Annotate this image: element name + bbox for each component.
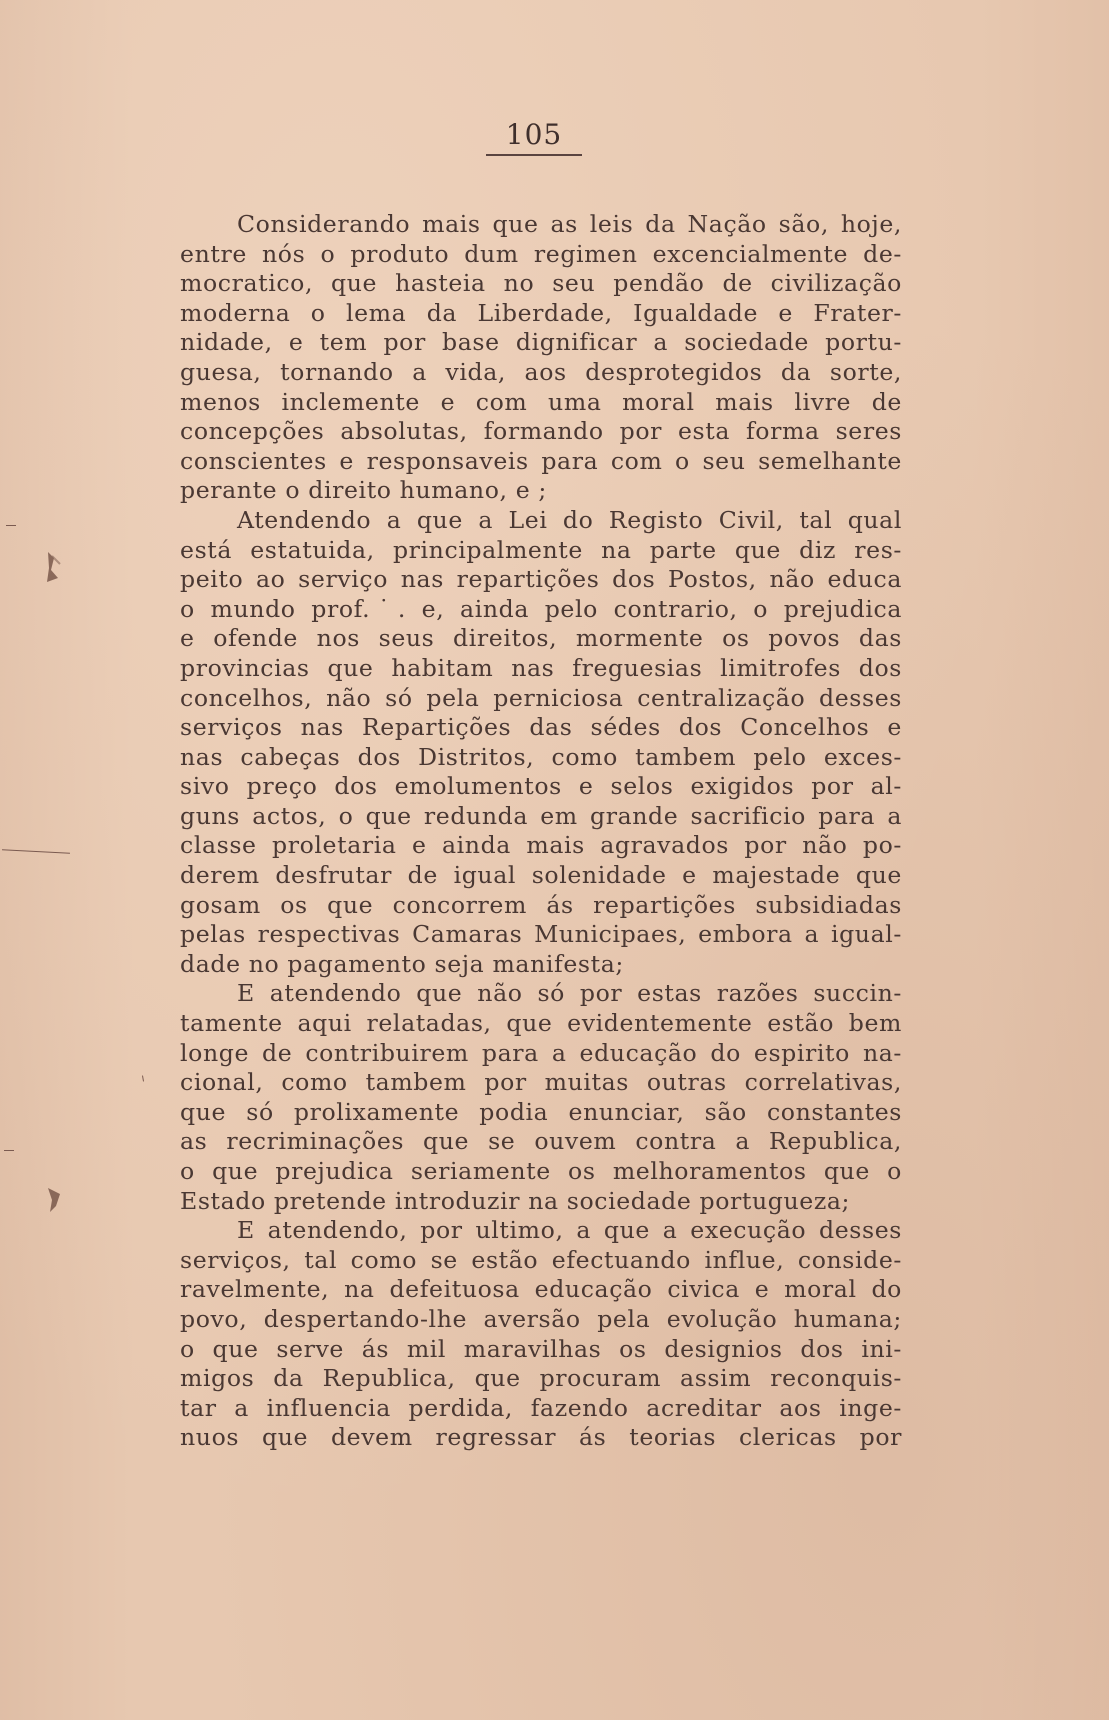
- text-line: está estatuida, principalmente na parte que diz res-: [180, 535, 902, 564]
- text-line: e ofende nos seus direitos, mormente os povos das: [180, 624, 902, 653]
- text-line: perante o direito humano, e ;: [180, 476, 547, 505]
- text-line: gosam os que concorrem ás repartições subsidiadas: [180, 890, 902, 919]
- text-line: provincias que habitam nas freguesias limitrofes dos: [180, 653, 902, 682]
- margin-mark-icon: [40, 1182, 70, 1216]
- text-line: povo, despertando-lhe aversão pela evolução humana;: [180, 1304, 902, 1333]
- text-line: o que prejudica seriamente os melhoramentos que o: [180, 1157, 902, 1185]
- text-line: classe proletaria e ainda mais agravados por não po-: [180, 831, 902, 860]
- text-line: que só prolixamente podia enunciar, são constantes: [180, 1097, 902, 1126]
- margin-dash: [6, 525, 16, 526]
- text-line: pelas respectivas Camaras Municipaes, embora a igual-: [180, 920, 902, 949]
- text-line: conscientes e responsaveis para com o seu semelhante: [180, 446, 902, 475]
- text-line: migos da Republica, que procuram assim reconquis-: [180, 1364, 902, 1393]
- text-line: Atendendo a que a Lei do Registo Civil, tal qual: [237, 505, 902, 534]
- page-number: 105: [505, 118, 563, 151]
- text-line: menos inclemente e com uma moral mais livre de: [180, 387, 902, 416]
- margin-dash: [142, 1075, 144, 1081]
- text-line: concepções absolutas, formando por esta forma seres: [180, 417, 902, 446]
- text-line: nidade, e tem por base dignificar a sociedade portu-: [180, 328, 902, 357]
- text-line: entre nós o produto dum regimen excencialmente de-: [180, 239, 902, 268]
- margin-dash: [2, 849, 70, 854]
- text-line: concelhos, não só pela perniciosa centralização desses: [180, 683, 902, 712]
- text-line: serviços, tal como se estão efectuando influe, conside-: [180, 1245, 902, 1274]
- margin-mark-icon: [38, 548, 68, 586]
- text-line: E atendendo que não só por estas razões succin-: [237, 979, 902, 1008]
- body-text: [180, 210, 902, 1453]
- text-line: nuos que devem regressar ás teorias clericas por: [180, 1423, 902, 1452]
- margin-dash: [4, 1150, 14, 1151]
- text-line: o mundo prof.˙. e, ainda pelo contrario, o prejudica: [180, 594, 902, 623]
- text-line: derem desfrutar de igual solenidade e majestade que: [180, 861, 902, 890]
- text-line: as recriminações que se ouvem contra a Republica,: [180, 1127, 902, 1156]
- text-line: moderna o lema da Liberdade, Igualdade e Frater-: [180, 298, 902, 327]
- text-line: longe de contribuirem para a educação do espirito na-: [180, 1038, 902, 1067]
- text-line: tamente aqui relatadas, que evidentemente estão bem: [180, 1009, 902, 1038]
- text-line: guns actos, o que redunda em grande sacrificio para a: [180, 801, 902, 830]
- text-line: Considerando mais que as leis da Nação são, hoje,: [237, 210, 902, 238]
- text-line: mocratico, que hasteia no seu pendão de civilização: [180, 269, 902, 298]
- text-line: serviços nas Repartições das sédes dos Concelhos e: [180, 713, 902, 742]
- text-line: Estado pretende introduzir na sociedade portugueza;: [180, 1186, 851, 1215]
- text-line: guesa, tornando a vida, aos desprotegidos da sorte,: [180, 357, 902, 386]
- text-line: sivo preço dos emolumentos e selos exigidos por al-: [180, 772, 902, 801]
- page-number-rule: [486, 154, 582, 156]
- text-line: nas cabeças dos Distritos, como tambem pelo exces-: [180, 742, 902, 771]
- text-line: tar a influencia perdida, fazendo acreditar aos inge-: [180, 1393, 902, 1422]
- text-line: E atendendo, por ultimo, a que a execução desses: [237, 1216, 902, 1245]
- text-line: o que serve ás mil maravilhas os designios dos ini-: [180, 1334, 902, 1363]
- text-line: dade no pagamento seja manifesta;: [180, 949, 624, 978]
- text-line: ravelmente, na defeituosa educação civica e moral do: [180, 1275, 902, 1304]
- text-line: peito ao serviço nas repartições dos Postos, não educa: [180, 565, 902, 594]
- text-line: cional, como tambem por muitas outras correlativas,: [180, 1068, 902, 1097]
